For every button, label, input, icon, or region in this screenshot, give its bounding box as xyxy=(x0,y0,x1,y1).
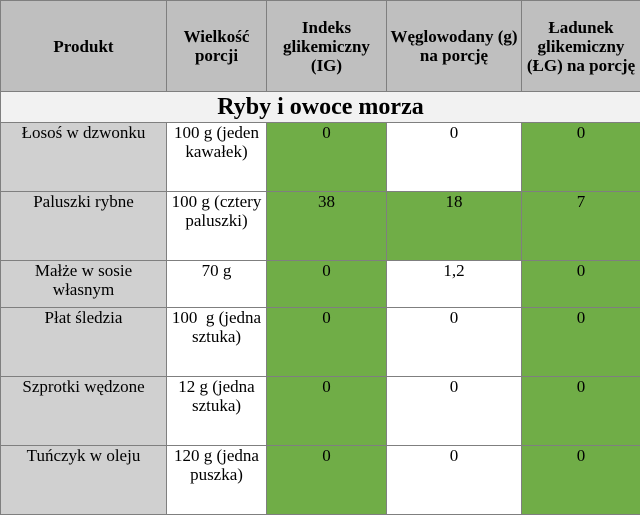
header-lg: Ładunek glikemiczny (ŁG) na porcję xyxy=(522,1,640,92)
cell-portion: 100 g (jedna sztuka) xyxy=(167,308,267,377)
cell-carbs: 0 xyxy=(387,446,522,515)
cell-ig: 0 xyxy=(267,123,387,192)
header-portion: Wielkość porcji xyxy=(167,1,267,92)
cell-lg: 0 xyxy=(522,261,640,308)
cell-ig: 38 xyxy=(267,192,387,261)
cell-portion: 70 g xyxy=(167,261,267,308)
cell-carbs: 0 xyxy=(387,123,522,192)
cell-lg: 0 xyxy=(522,377,640,446)
cell-carbs: 1,2 xyxy=(387,261,522,308)
cell-lg: 0 xyxy=(522,446,640,515)
cell-carbs: 0 xyxy=(387,308,522,377)
cell-portion: 100 g (jeden kawałek) xyxy=(167,123,267,192)
table-row xyxy=(1,308,640,377)
section-title: Ryby i owoce morza xyxy=(1,92,640,123)
cell-ig: 0 xyxy=(267,261,387,308)
section-row xyxy=(1,92,640,123)
cell-product: Tuńczyk w oleju xyxy=(1,446,167,515)
cell-product: Płat śledzia xyxy=(1,308,167,377)
cell-ig: 0 xyxy=(267,377,387,446)
cell-carbs: 0 xyxy=(387,377,522,446)
cell-portion: 120 g (jedna puszka) xyxy=(167,446,267,515)
table-row xyxy=(1,446,640,515)
table-row xyxy=(1,192,640,261)
cell-product: Łosoś w dzwonku xyxy=(1,123,167,192)
cell-portion: 12 g (jedna sztuka) xyxy=(167,377,267,446)
table-row xyxy=(1,261,640,308)
header-ig: Indeks glikemiczny (IG) xyxy=(267,1,387,92)
cell-lg: 0 xyxy=(522,123,640,192)
cell-carbs: 18 xyxy=(387,192,522,261)
header-carbs: Węglowodany (g) na porcję xyxy=(387,1,522,92)
header-product: Produkt xyxy=(1,1,167,92)
cell-product: Szprotki wędzone xyxy=(1,377,167,446)
cell-portion: 100 g (cztery paluszki) xyxy=(167,192,267,261)
header-row xyxy=(1,1,640,92)
cell-product: Paluszki rybne xyxy=(1,192,167,261)
table-row xyxy=(1,123,640,192)
cell-lg: 0 xyxy=(522,308,640,377)
cell-product: Małże w sosie własnym xyxy=(1,261,167,308)
cell-ig: 0 xyxy=(267,446,387,515)
cell-lg: 7 xyxy=(522,192,640,261)
cell-ig: 0 xyxy=(267,308,387,377)
table-row xyxy=(1,377,640,446)
